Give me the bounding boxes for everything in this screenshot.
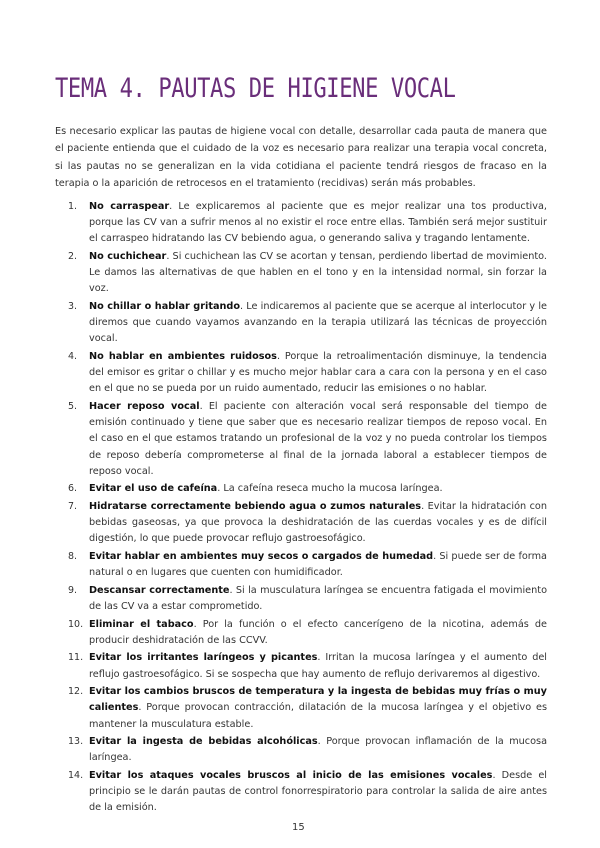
item-heading: No hablar en ambientes ruidosos <box>89 351 277 362</box>
item-heading: Eliminar el tabaco <box>89 618 194 630</box>
item-heading: Evitar hablar en ambientes muy secos o cargados de humedad <box>89 551 434 562</box>
item-number: 5. <box>68 401 78 412</box>
item-text: . Le indicaremos al paciente que se acerque al interlocutor y le diremos que cuando vayamos avanzando en la terapia utilizará las técnicas de proyección vocal. <box>89 301 547 345</box>
page-number: 15 <box>292 822 305 833</box>
item-heading: No cuchichear <box>89 251 167 262</box>
item-number: 10. <box>68 618 84 630</box>
item-text: . Le explicaremos al paciente que es mejor realizar una tos productiva, porque las CV van a sufrir menos al no existir el roce entre ellas. También será mejor sustituir el carraspeo hidratando las CV bebiendo agua, o generando saliva y tragando lentamente. <box>89 201 547 245</box>
item-number: 7. <box>68 501 78 512</box>
item-heading: Evitar los irritantes laríngeos y picantes <box>89 652 318 664</box>
item-text: . Porque provocan contracción, dilatación de la mucosa laríngea y el objetivo es mantener la musculatura estable. <box>89 702 547 730</box>
item-heading: No carraspear <box>89 201 170 212</box>
item-number: 14. <box>68 769 84 781</box>
item-heading: Evitar el uso de cafeína <box>89 483 218 495</box>
list-item <box>55 734 547 766</box>
item-number: 3. <box>68 301 78 312</box>
item-text: . La cafeína reseca mucho la mucosa laríngea. <box>217 483 443 495</box>
item-heading: Hacer reposo vocal <box>89 401 200 412</box>
list-item <box>55 549 547 581</box>
item-text: . El paciente con alteración vocal será responsable del tiempo de emisión continuado y tiene que saber que es necesario realizar tiempos de reposo vocal. En el caso en el que estamos tratando un profesional de la voz y no pueda controlar los tiempos de reposo debería comprometerse al final de la jornada laboral a establecer tiempos de reposo vocal. <box>89 401 547 477</box>
hygiene-list <box>55 199 547 818</box>
list-item <box>55 617 547 649</box>
list-item <box>55 349 547 398</box>
item-heading: Evitar los cambios bruscos de temperatura y la ingesta de bebidas muy frías o muy calientes <box>89 686 547 714</box>
list-item <box>55 499 547 548</box>
list-item <box>55 481 547 497</box>
item-text: . Desde el principio se le darán pautas de control fonorrespiratorio para controlar la salida de aire antes de la emisión. <box>89 769 547 814</box>
item-number: 6. <box>68 483 78 495</box>
item-text: . Por la función o el efecto cancerígeno de la nicotina, además de producir deshidratación de las CCVV. <box>89 618 548 646</box>
item-text: . Si cuchichean las CV se acortan y tensan, perdiendo libertad de movimiento. Le damos las alternativas de que hablen en el tono y en la intensidad normal, sin forzar la voz. <box>89 251 548 295</box>
list-item <box>55 650 547 682</box>
item-heading: Evitar la ingesta de bebidas alcohólicas <box>89 736 318 748</box>
item-heading: Evitar los ataques vocales bruscos al inicio de las emisiones vocales <box>89 769 493 781</box>
item-number: 1. <box>68 201 78 212</box>
item-text: . Si la musculatura laríngea se encuentra fatigada el movimiento de las CV va a estar comprometido. <box>89 584 547 612</box>
item-number: 13. <box>68 736 84 748</box>
list-item <box>55 299 547 348</box>
item-heading: Hidratarse correctamente bebiendo agua o zumos naturales <box>89 501 422 512</box>
item-number: 4. <box>68 351 78 362</box>
item-heading: Descansar correctamente <box>89 584 230 596</box>
list-item <box>55 768 547 817</box>
intro-paragraph: Es necesario explicar las pautas de higiene vocal con detalle, desarrollar cada pauta de manera que el paciente entienda que el cuidado de la voz es necesario para realizar una terapia vocal concreta, si las pautas no se generalizan en la vida cotidiana el paciente tendrá riesgos de fracaso en la terapia o la aparición de retrocesos en el tratamiento (recidivas) serán más probables. <box>55 126 547 190</box>
item-number: 12. <box>68 686 84 698</box>
item-number: 2. <box>68 251 78 262</box>
item-text: . Porque provocan inflamación de la mucosa laríngea. <box>89 736 548 764</box>
list-item <box>55 684 547 733</box>
item-text: . Porque la retroalimentación disminuye, la tendencia del emisor es gritar o chillar y es mucho mejor hablar cara a cara con la persona y en el caso en el que no se pueda por un ruido aumentado, reducir las emisiones o no hablar. <box>89 351 547 395</box>
list-item <box>55 249 547 298</box>
list-item <box>55 199 547 248</box>
item-text: . Evitar la hidratación con bebidas gaseosas, ya que provoca la deshidratación de las cuerdas vocales y es de difícil digestión, lo que puede provocar reflujo gastroesofágico. <box>89 501 547 545</box>
item-text: . Si puede ser de forma natural o en lugares que cuenten con humidificador. <box>89 551 547 579</box>
item-heading: No chillar o hablar gritando <box>89 301 240 312</box>
list-item <box>55 399 547 480</box>
item-number: 11. <box>68 652 84 664</box>
item-number: 8. <box>68 551 78 562</box>
item-text: . Irritan la mucosa laríngea y el aumento del reflujo gastroesofágico. Si se sospecha que hay aumento de reflujo derivaremos al digestivo. <box>89 652 547 680</box>
item-number: 9. <box>68 584 78 596</box>
list-item <box>55 583 547 615</box>
page-title: TEMA 4. PAUTAS DE HIGIENE VOCAL <box>55 73 456 104</box>
